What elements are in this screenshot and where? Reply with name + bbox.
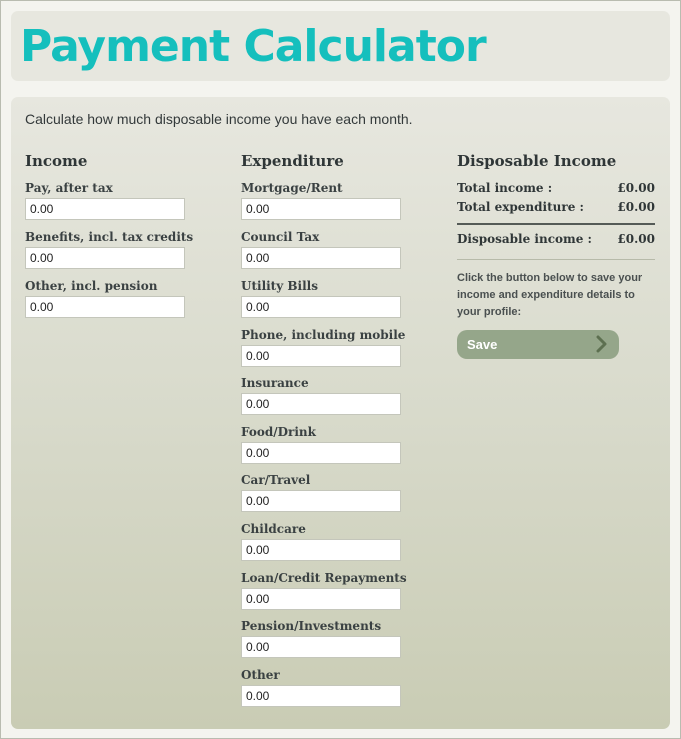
disposable-income-heading: Disposable Income [457,152,617,170]
council-tax-label: Council Tax [241,230,320,244]
pay-after-tax-label: Pay, after tax [25,181,113,195]
calculator-panel [11,97,670,729]
council-tax-input[interactable] [241,247,401,269]
food-drink-input[interactable] [241,442,401,464]
intro-text: Calculate how much disposable income you have each month. [25,111,413,127]
income-heading: Income [25,152,88,170]
other-income-label: Other, incl. pension [25,279,158,293]
mortgage-rent-input[interactable] [241,198,401,220]
other-income-input[interactable] [25,296,185,318]
expenditure-heading: Expenditure [241,152,344,170]
phone-label: Phone, including mobile [241,328,406,342]
car-travel-input[interactable] [241,490,401,512]
total-income-value: £0.00 [617,181,655,195]
utility-bills-label: Utility Bills [241,279,318,293]
food-drink-label: Food/Drink [241,425,316,439]
disposable-income-label: Disposable income : [457,232,592,246]
total-income-label: Total income : [457,181,553,195]
save-button[interactable] [457,330,619,359]
childcare-input[interactable] [241,539,401,561]
save-button-label: Save [467,337,498,352]
benefits-label: Benefits, incl. tax credits [25,230,194,244]
loan-repayments-input[interactable] [241,588,401,610]
car-travel-label: Car/Travel [241,473,311,487]
pension-investments-label: Pension/Investments [241,619,382,633]
save-note: Click the button below to save your income and expenditure details to your profile: [457,272,643,318]
save-divider [457,259,655,260]
other-expenditure-label: Other [241,668,280,682]
loan-repayments-label: Loan/Credit Repayments [241,571,407,585]
total-expenditure-value: £0.00 [617,200,655,214]
pension-investments-input[interactable] [241,636,401,658]
utility-bills-input[interactable] [241,296,401,318]
phone-input[interactable] [241,345,401,367]
chevron-right-icon [593,335,611,353]
page-title: Payment Calculator [20,21,486,72]
disposable-income-value: £0.00 [617,232,655,246]
header-panel [11,11,670,81]
total-expenditure-label: Total expenditure : [457,200,584,214]
pay-after-tax-input[interactable] [25,198,185,220]
benefits-input[interactable] [25,247,185,269]
childcare-label: Childcare [241,522,306,536]
insurance-input[interactable] [241,393,401,415]
summary-divider [457,223,655,225]
other-expenditure-input[interactable] [241,685,401,707]
insurance-label: Insurance [241,376,309,390]
mortgage-rent-label: Mortgage/Rent [241,181,343,195]
